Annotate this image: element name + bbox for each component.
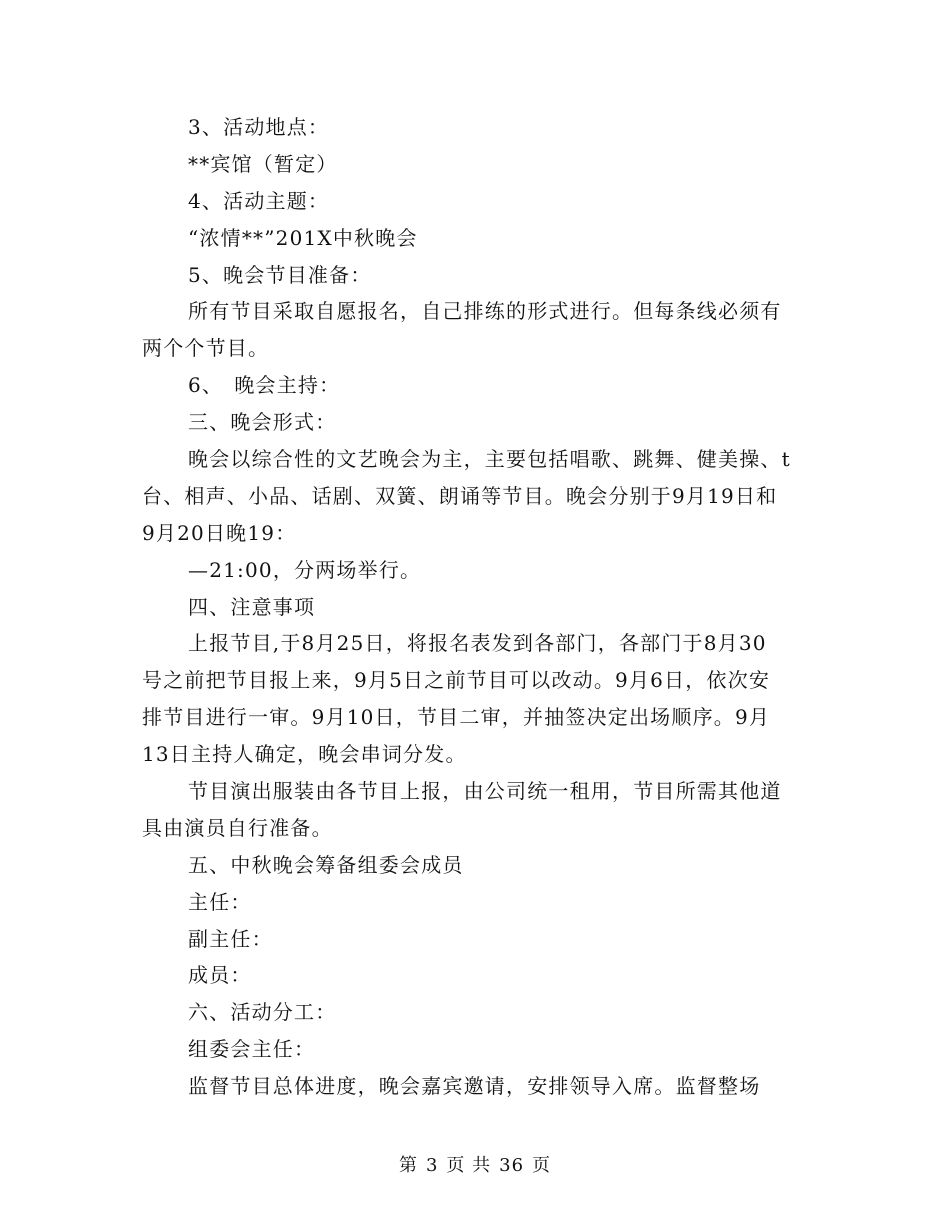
text-line: 9月20日晚19： bbox=[142, 520, 297, 545]
footer-prefix: 第 bbox=[398, 1155, 418, 1176]
text-line: 6、 晚会主持： bbox=[188, 373, 341, 398]
text-line: 组委会主任： bbox=[188, 1037, 316, 1062]
footer-total-pages: 36 bbox=[499, 1155, 525, 1176]
text-line: “浓情**”201X中秋晚会 bbox=[188, 225, 418, 250]
text-line: 具由演员自行准备。 bbox=[142, 815, 333, 840]
text-line: 副主任： bbox=[188, 926, 273, 951]
text-line: 两个个节目。 bbox=[142, 336, 270, 361]
text-line: 监督节目总体进度，晚会嘉宾邀请，安排领导入席。监督整场 bbox=[188, 1074, 761, 1099]
footer-page-number: 3 bbox=[425, 1155, 439, 1176]
page-footer bbox=[0, 1151, 950, 1177]
footer-middle: 页 共 bbox=[446, 1155, 492, 1176]
text-line: 排节目进行一审。9月10日，节目二审，并抽签决定出场顺序。9月 bbox=[142, 705, 771, 730]
text-line: 晚会以综合性的文艺晚会为主，主要包括唱歌、跳舞、健美操、t bbox=[188, 447, 791, 472]
text-line: 三、晚会形式： bbox=[188, 410, 337, 435]
text-line: —21:00，分两场举行。 bbox=[188, 557, 422, 582]
text-line: 五、中秋晚会筹备组委会成员 bbox=[188, 852, 464, 877]
text-line: 台、相声、小品、话剧、双簧、朗诵等节目。晚会分别于9月19日和 bbox=[142, 483, 778, 508]
text-line: 节目演出服装由各节目上报，由公司统一租用，节目所需其他道 bbox=[188, 779, 782, 804]
text-line: 主任： bbox=[188, 889, 252, 914]
text-line: 六、活动分工： bbox=[188, 1000, 337, 1025]
text-line: 上报节目,于8月25日，将报名表发到各部门，各部门于8月30 bbox=[188, 631, 767, 656]
footer-suffix: 页 bbox=[532, 1155, 552, 1176]
text-line: 号之前把节目报上来，9月5日之前节目可以改动。9月6日，依次安 bbox=[142, 668, 771, 693]
text-line: 所有节目采取自愿报名，自己排练的形式进行。但每条线必须有 bbox=[188, 299, 782, 324]
text-line: 3、活动地点： bbox=[188, 115, 330, 139]
text-line: 4、活动主题： bbox=[188, 188, 330, 213]
text-line: 5、晚会节目准备： bbox=[188, 262, 372, 287]
document-body bbox=[142, 109, 802, 1105]
text-line: 13日主持人确定，晚会串词分发。 bbox=[142, 742, 467, 767]
text-line: 成员： bbox=[188, 963, 252, 988]
text-line: **宾馆（暂定） bbox=[188, 151, 338, 176]
text-line: 四、注意事项 bbox=[188, 594, 316, 619]
